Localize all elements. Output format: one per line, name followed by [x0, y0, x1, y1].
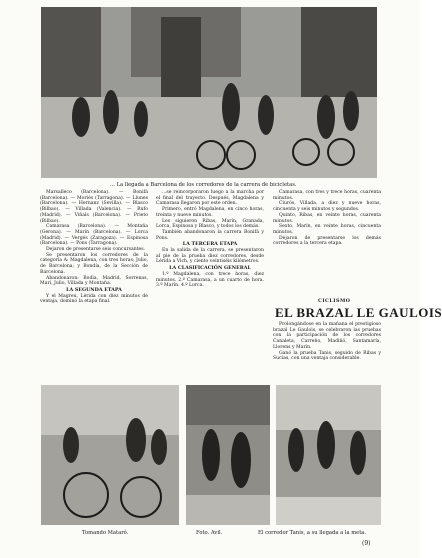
col1-heading: LA SEGUNDA ETAPA	[66, 286, 122, 293]
section-label-cycling: CICLISMO	[318, 298, 351, 304]
col3-paragraph: Sexto, Marín, en veinte horas, cincuenta minutos.	[273, 224, 381, 235]
bottom-left-photo	[41, 385, 179, 525]
col1-paragraph: Dejaron de presentarse seis concursantes.	[46, 247, 146, 253]
brazal-headline: EL BRAZAL LE GAULOIS	[275, 305, 442, 320]
column-1	[40, 190, 148, 378]
col1-paragraph: Y el Magreu, Lérida con diez minutos de ventaja, dominó la etapa final.	[40, 293, 148, 305]
bottom-right-photo	[276, 385, 381, 525]
col2-paragraph: Les siguieron Ribas, Marín, Granada, Lorca, Espinosa y Blasco, y todos los demás.	[156, 218, 264, 230]
col3-paragraph: Quinto, Ribas, en veinte horas, cuarenta minutos.	[273, 212, 381, 224]
col2-heading: LA TERCERA ETAPA	[182, 241, 238, 248]
column-3-lower	[273, 322, 381, 378]
cyclists-arrival-photo	[41, 7, 377, 178]
top-photo-caption: ... La llegada a Barcelona de los corredores de la carrera de bicicletas.	[110, 182, 297, 188]
col1-paragraph: Abandonaron: Bodia, Madrid, Sorrenas, Marí, Julio, Villada y Montaña.	[40, 275, 148, 287]
col3-paragraph: Dejaron de presentarse los demás corredores a la tercera etapa.	[273, 235, 381, 247]
col2-heading-2: LA CLASIFICACIÓN GENERAL	[169, 265, 251, 272]
page-number: (9)	[362, 540, 371, 547]
col1-paragraph: Camarasa (Barcelona). — Montaña (Gerona). — Marín (Barcelona). — Lorca (Madrid). — Vergés (Zaragoza). — Espinosa (Barcelona). — Pons (Tarragona).	[40, 224, 148, 247]
col2-paragraph: También abandonaron la carrera Bonifá y Pons.	[156, 229, 264, 241]
col2-paragraph: En la salida de la carrera, se presentaron al pie de la prueba diez corredores, desde Lérida a Vich, y ciento veintiséis kilómetros.	[156, 248, 264, 265]
col2-paragraph: Primero, entró Magdalena, en cinco horas, treinta y nueve minutos.	[156, 207, 264, 218]
bottom-right-caption: El corredor Tanis, a su llegada a la meta.	[258, 530, 367, 536]
bottom-mid-caption: Foto. Avil.	[196, 530, 223, 536]
col3-paragraph: Ciurós, Villada, a diez y nueve horas, cincuenta y seis minutos y segundos.	[273, 201, 381, 213]
col3-paragraph: Prolongándose en la mañana el prestigioso brazal Le Gaulois, se celebraron las pruebas con la participación de los corredores Canaleta, Carreño, Madiñó, Santamaría, Llorens y Marín.	[273, 322, 381, 350]
bottom-mid-photo	[186, 385, 270, 525]
column-3	[273, 190, 381, 290]
col3-paragraph: Camarasa, con tres y trece horas, cuarenta minutos.	[273, 190, 381, 201]
bottom-left-caption: Tomando Mataró.	[82, 530, 129, 536]
col2-paragraph: 1.º Magdalena, con trece horas, diez minutos. 2.º Camarasa, a un cuarto de hora. 3.º Marín. 4.º Lorca.	[156, 271, 264, 289]
col1-paragraph: Marsalleco (Barcelona). — Bonifá (Barcelona). — Moriés (Tarragona). — Llunes (Barcelona). — Hernanz (Sevilla). — Blasco (Bilbao). — Villada (Valencia). — Rufo (Madrid). — Viñals (Barcelona). — Prieto (Bilbao).	[40, 190, 148, 224]
col1-paragraph: Se presentaron los corredores de la categoría A: Magdalena, con tres horas; Julio, de Barcelona; y Bondía, de la Sección de Barcelona.	[40, 252, 148, 275]
column-2	[156, 190, 264, 378]
col2-paragraph: ...se reincorporaron luego a la marcha por el final del trayecto. Después, Magdalena y Camarasa llegaron por este orden.	[156, 190, 264, 207]
col3-paragraph: Ganó la prueba Tanis, seguido de Ribas y Sucias, con una ventaja considerable.	[273, 350, 381, 362]
